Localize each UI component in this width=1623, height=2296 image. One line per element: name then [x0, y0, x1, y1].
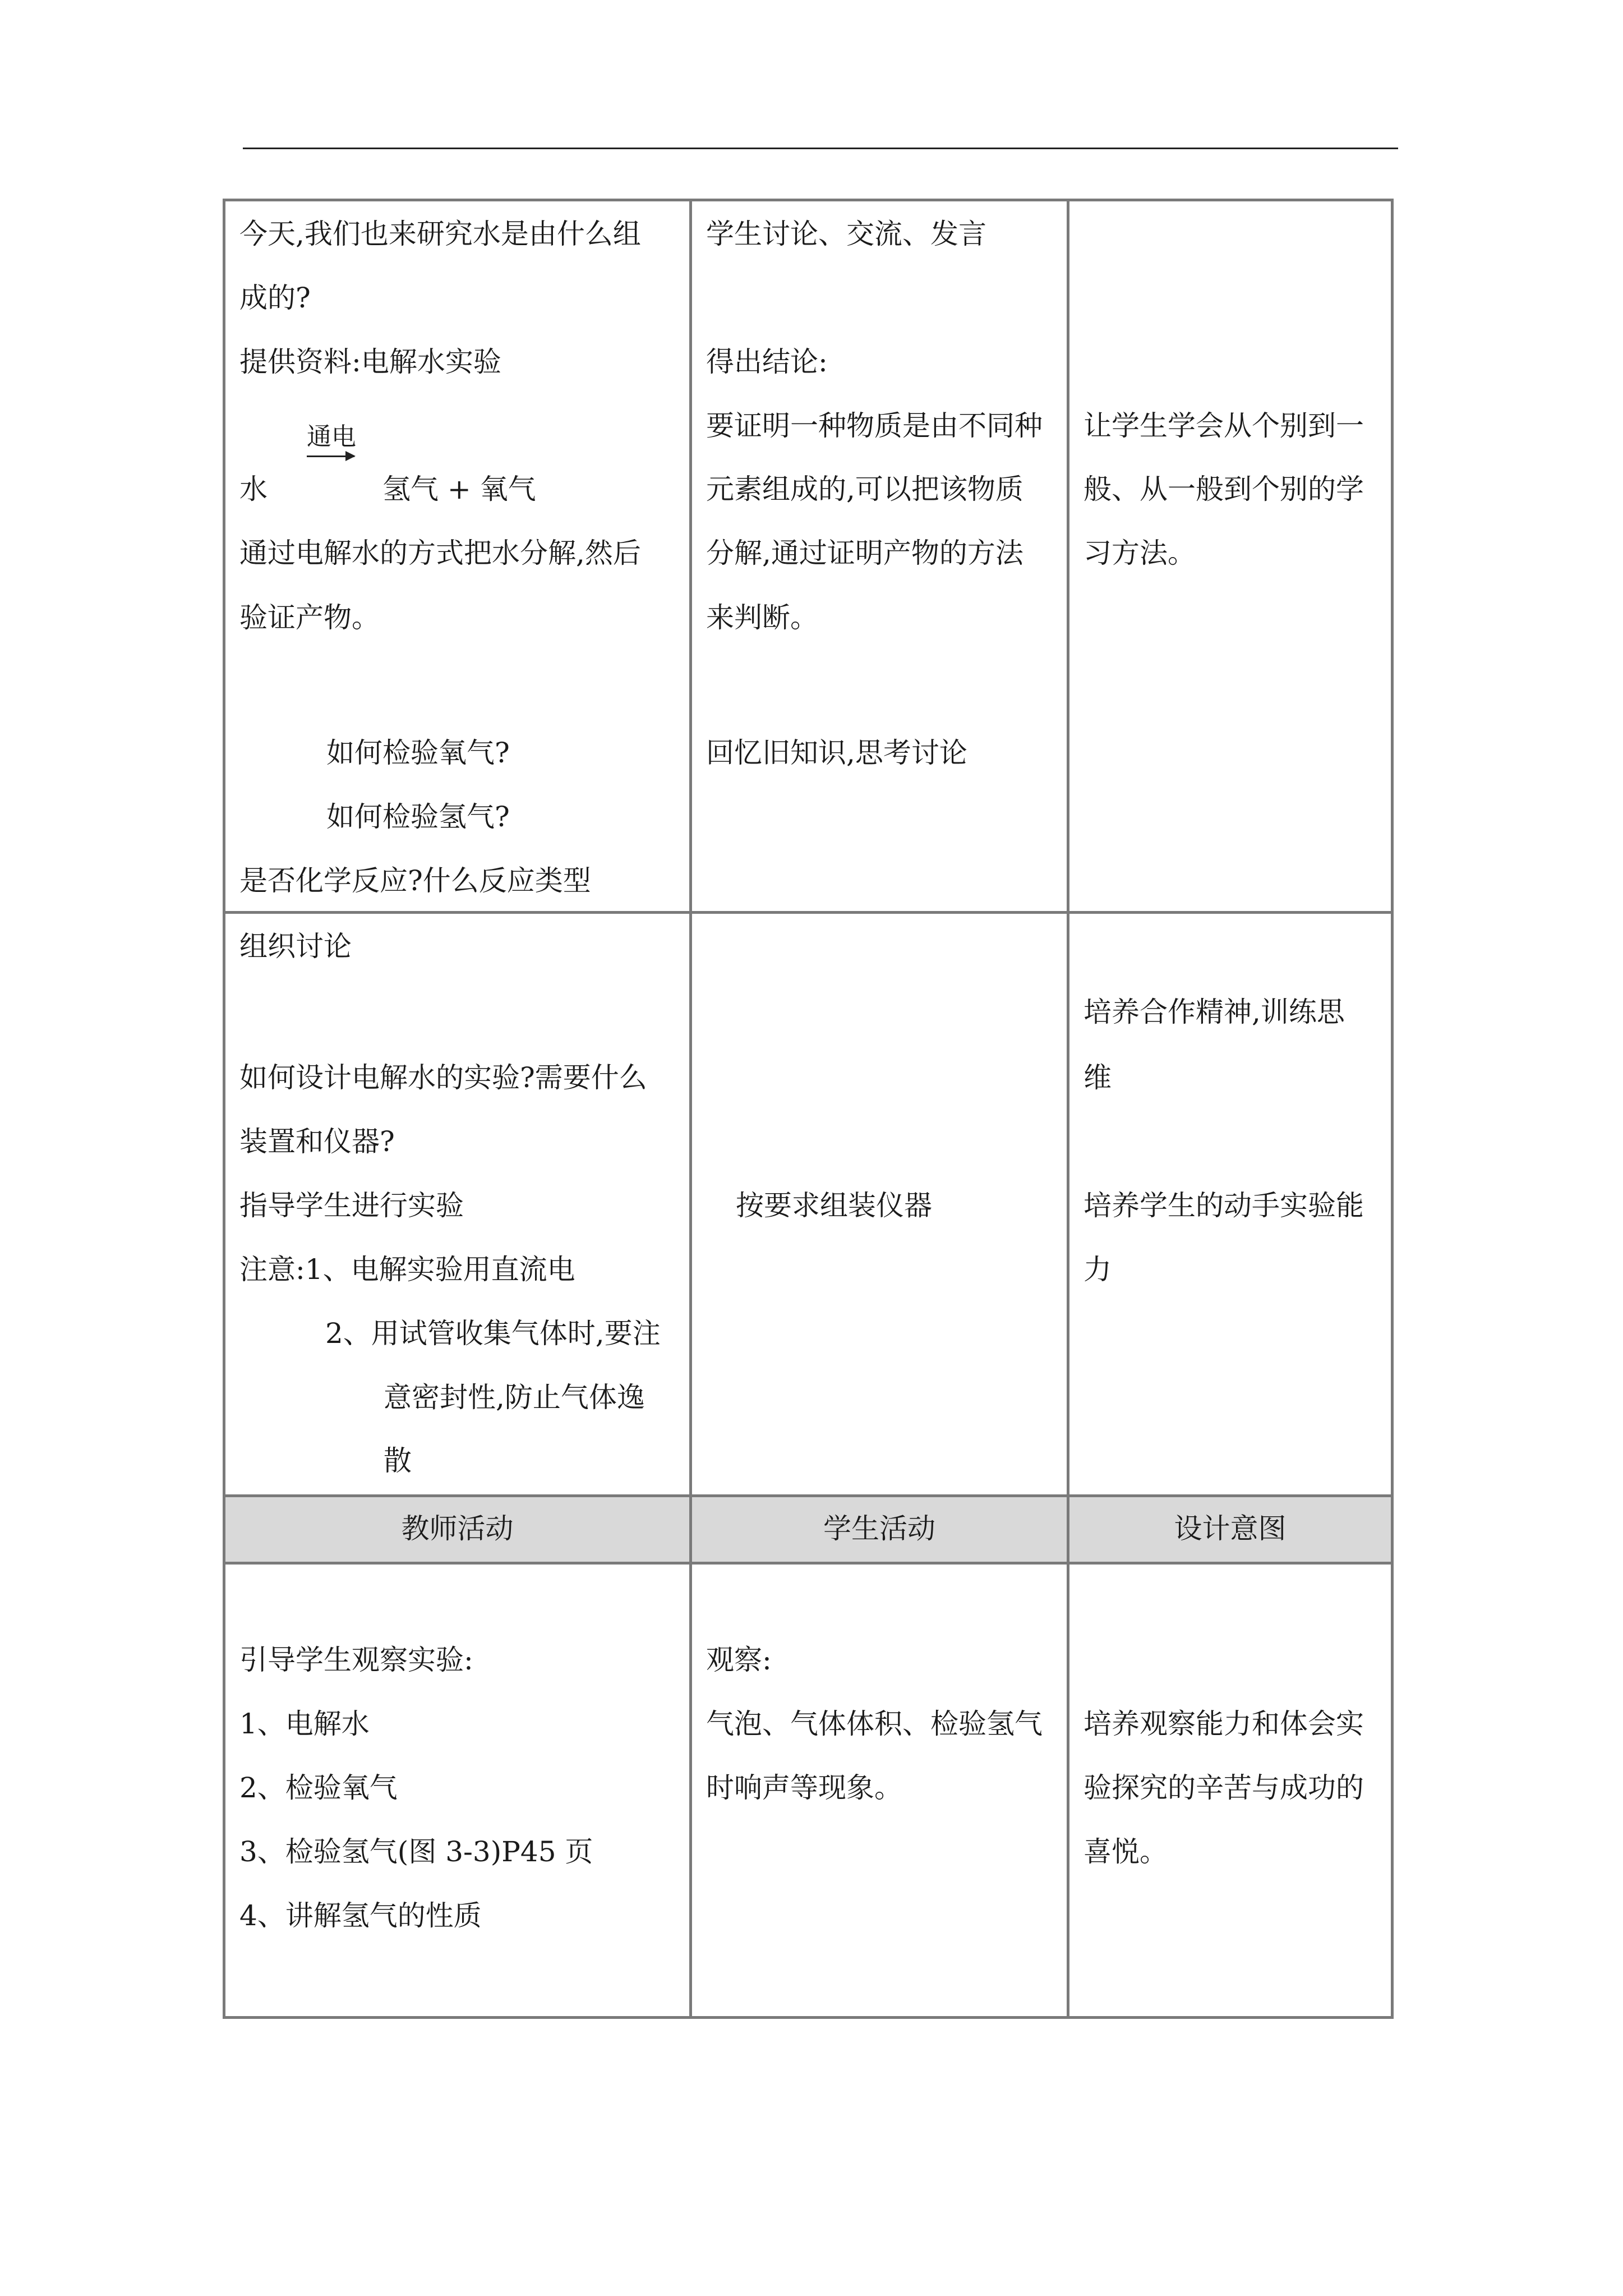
text-line: 1、电解水 — [239, 1708, 370, 1740]
text-line: 分解,通过证明产物的方法 — [706, 537, 1023, 569]
design-cell — [1068, 913, 1393, 1496]
text-line: 3、检验氢气(图 3-3)P45 页 — [239, 1835, 593, 1868]
design-cell — [1068, 200, 1393, 913]
text-line: 培养合作精神,训练思 — [1083, 996, 1345, 1028]
text-line: 习方法。 — [1083, 537, 1196, 569]
text-line: 力 — [1083, 1253, 1112, 1286]
text-line: 意密封性,防止气体逸 — [384, 1381, 645, 1414]
text-line: 是否化学反应?什么反应类型 — [239, 864, 591, 897]
reactant: 水 — [239, 473, 268, 505]
text-line: 今天,我们也来研究水是由什么组 — [239, 218, 641, 250]
teacher-cell — [224, 913, 691, 1496]
column-header: 教师活动 — [401, 1512, 514, 1545]
text-line: 喜悦。 — [1083, 1835, 1168, 1868]
column-header: 设计意图 — [1174, 1512, 1287, 1545]
lesson-plan-table — [223, 199, 1394, 2019]
text-line: 2、检验氧气 — [239, 1772, 398, 1804]
header-teacher — [224, 1496, 691, 1563]
text-line: 指导学生进行实验 — [239, 1189, 464, 1222]
header-design — [1068, 1496, 1393, 1563]
text-line: 验证产物。 — [239, 601, 380, 634]
text-line: 时响声等现象。 — [706, 1772, 902, 1804]
column-header: 学生活动 — [823, 1512, 935, 1545]
text-line: 要证明一种物质是由不同种 — [706, 409, 1043, 442]
text-line: 如何检验氢气? — [326, 800, 510, 833]
text-line: 培养学生的动手实验能 — [1083, 1189, 1364, 1222]
student-cell — [691, 913, 1068, 1496]
text-line: 来判断。 — [706, 601, 818, 634]
text-line: 按要求组装仪器 — [736, 1189, 932, 1222]
text-line: 观察: — [706, 1644, 772, 1676]
text-line: 元素组成的,可以把该物质 — [706, 473, 1023, 505]
reaction-arrow — [307, 455, 354, 457]
text-line: 验探究的辛苦与成功的 — [1083, 1772, 1364, 1804]
text-line: 引导学生观察实验: — [239, 1644, 473, 1676]
student-cell — [691, 1563, 1068, 2018]
text-line: 让学生学会从个别到一 — [1083, 409, 1364, 442]
text-line: 气泡、气体体积、检验氢气 — [706, 1708, 1043, 1740]
text-line: 维 — [1083, 1061, 1112, 1094]
header-rule — [243, 148, 1398, 149]
text-line: 得出结论: — [706, 346, 828, 378]
text-line: 注意:1、电解实验用直流电 — [239, 1253, 575, 1286]
text-line: 培养观察能力和体会实 — [1083, 1708, 1364, 1740]
table-row — [224, 913, 1393, 1496]
text-line: 如何检验氧气? — [326, 737, 510, 769]
text-line: 成的? — [239, 282, 311, 314]
text-line: 组织讨论 — [239, 930, 352, 963]
teacher-cell — [224, 200, 691, 913]
table-header-row — [224, 1496, 1393, 1563]
table-row — [224, 1563, 1393, 2018]
text-line: 提供资料:电解水实验 — [239, 346, 501, 378]
teacher-cell — [224, 1563, 691, 2018]
header-student — [691, 1496, 1068, 1563]
text-line: 装置和仪器? — [239, 1125, 395, 1158]
text-line: 如何设计电解水的实验?需要什么 — [239, 1061, 647, 1094]
text-line: 学生讨论、交流、发言 — [706, 218, 986, 250]
student-cell — [691, 200, 1068, 913]
text-line: 通过电解水的方式把水分解,然后 — [239, 537, 641, 569]
table-row — [224, 200, 1393, 913]
text-line: 散 — [384, 1444, 412, 1477]
products: 氢气 + 氧气 — [382, 473, 536, 505]
text-line: 回忆旧知识,思考讨论 — [706, 737, 967, 769]
text-line: 4、讲解氢气的性质 — [239, 1899, 482, 1932]
design-cell — [1068, 1563, 1393, 2018]
reaction-condition: 通电 — [307, 422, 356, 451]
text-line: 般、从一般到个别的学 — [1083, 473, 1364, 505]
text-line: 2、用试管收集气体时,要注 — [325, 1317, 661, 1350]
